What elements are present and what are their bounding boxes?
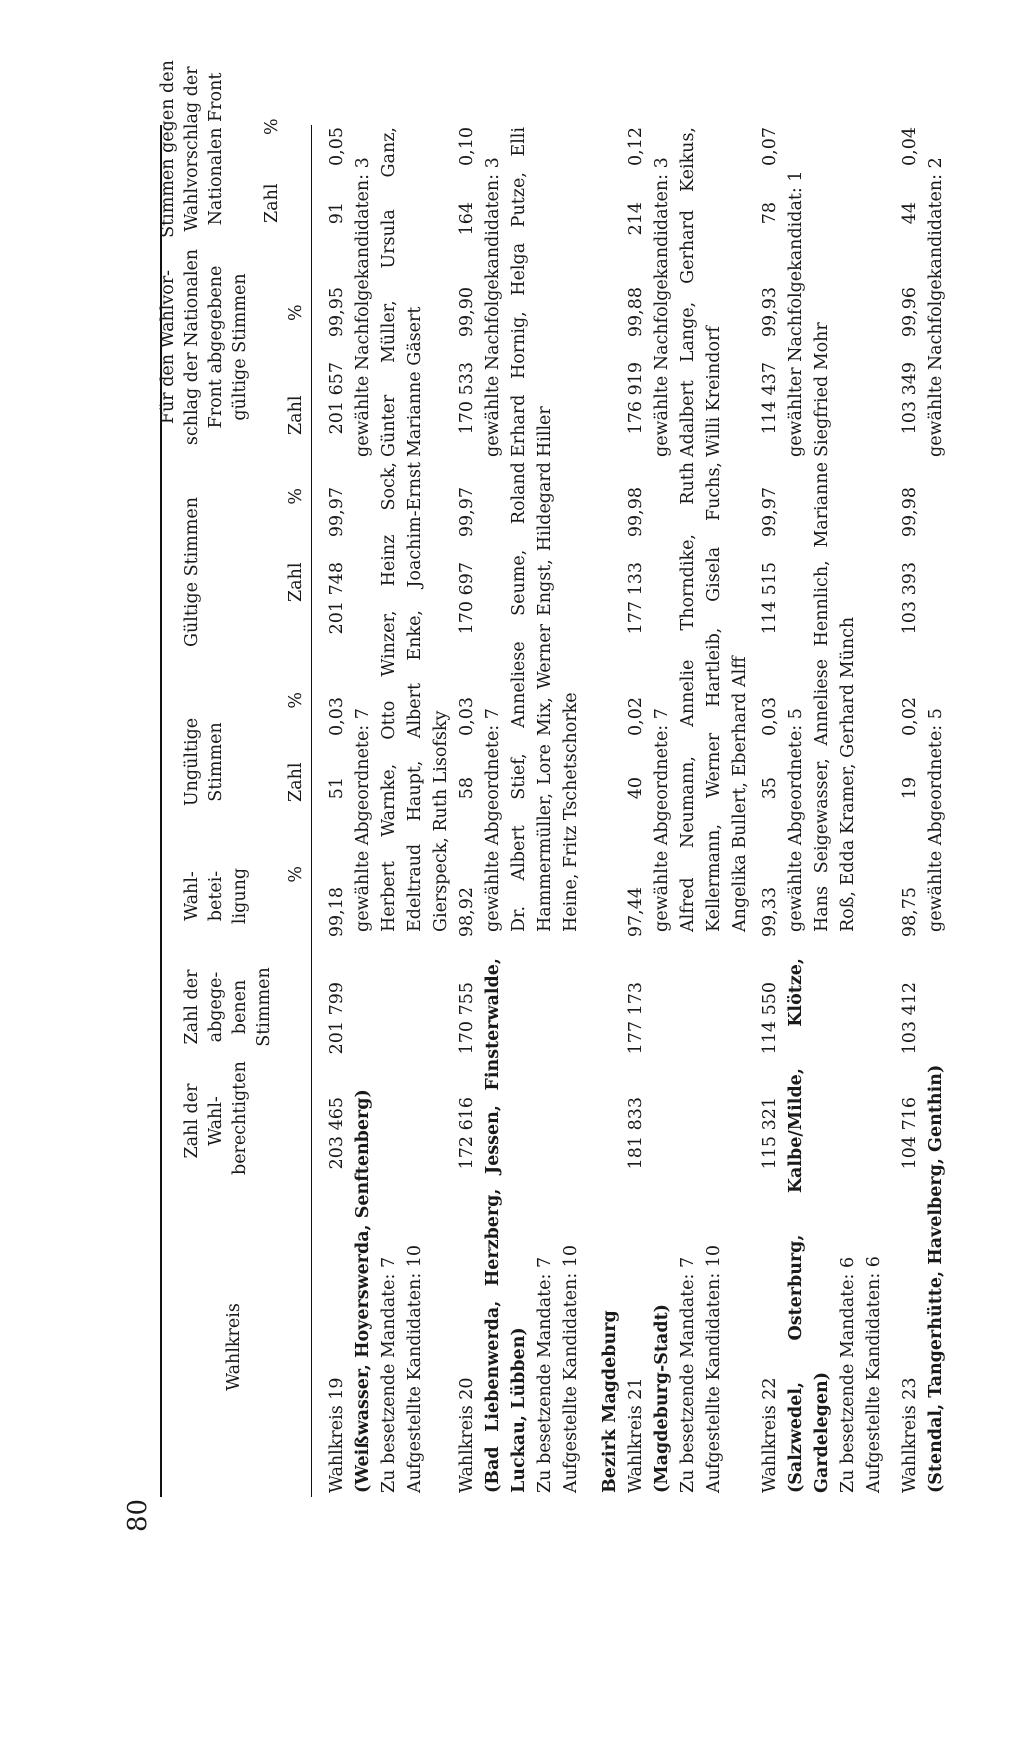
- ungueltige-pct: 0,03: [457, 697, 477, 736]
- gueltige-zahl: 170 697: [457, 562, 477, 635]
- mandate-label: Zu besetzende Mandate: 7: [379, 1256, 399, 1493]
- abgegebene-value: 177 173: [626, 982, 646, 1055]
- abgeordnete-label: gewählte Abgeordnete: 5: [926, 708, 946, 932]
- gegen-pct: 0,05: [327, 127, 347, 166]
- gegen-pct: 0,12: [626, 127, 646, 166]
- header-wahlberechtigte: Zahl der Wahl- berechtigten: [182, 1061, 250, 1175]
- gueltige-pct: 99,97: [327, 487, 347, 538]
- nachfolge-names: Erhard Hornig, Helga Putze, Elli Hiller: [509, 127, 555, 457]
- header-ungueltige-pct: %: [286, 692, 306, 709]
- header-wahlkreis-label: Wahlkreis: [224, 1303, 244, 1391]
- wahlberechtigte-value: 181 833: [626, 1097, 646, 1170]
- wahlkreis-areas: (Weißwasser, Hoyerswerda, Senftenberg): [353, 1089, 373, 1493]
- fuer-zahl: 176 919: [626, 362, 646, 435]
- page-number: 80: [123, 1498, 153, 1532]
- fuer-pct: 99,93: [760, 287, 780, 338]
- nachfolge-label: gewählte Nachfolgekandidaten: 3: [353, 157, 373, 457]
- abgeordnete-label: gewählte Abgeordnete: 7: [353, 708, 373, 932]
- wahlbeteiligung-value: 99,18: [327, 887, 347, 938]
- gueltige-zahl: 114 515: [760, 562, 780, 635]
- header-fuer: Für den Wahlvor- schlag der Nationalen Front abgegebene gültige Stimmen Zahl %: [158, 248, 306, 446]
- wahlkreis-areas: (Magdeburg-Stadt): [652, 1304, 672, 1493]
- abgegebene-value: 114 550: [760, 982, 780, 1055]
- gueltige-zahl: 177 133: [626, 562, 646, 635]
- wahlkreis-label: Wahlkreis 23: [900, 1377, 920, 1493]
- ungueltige-pct: 0,02: [900, 697, 920, 736]
- fuer-pct: 99,90: [457, 287, 477, 338]
- nachfolge-label: gewählte Nachfolgekandidaten: 3: [652, 157, 672, 457]
- abgeordnete-label: gewählte Abgeordnete: 5: [786, 708, 806, 932]
- header-ungueltige: Ungültige Stimmen Zahl %: [182, 692, 306, 807]
- abgeordnete-names: Dr. Albert Stief, Anneliese Seume, Roland Hammermüller, Lore Mix, Werner Engst, Hildegard Heine, Fritz Tschetschorke: [509, 462, 581, 932]
- mandate-label: Zu besetzende Mandate: 6: [838, 1256, 858, 1493]
- header-wahlbeteiligung: Wahl- betei- ligung %: [182, 866, 306, 925]
- kandidaten-label: Aufgestellte Kandidaten: 10: [704, 1244, 724, 1493]
- wahlkreis-areas: (Salzwedel, Osterburg, Kalbe/Milde, Klötze, Gardelegen): [786, 958, 832, 1493]
- abgeordnete-names: Herbert Warnke, Otto Winzer, Heinz Sock, Edeltraud Haupt, Albert Enke, Joachim-Ernst Gierspeck, Ruth Lisofsky: [379, 462, 451, 932]
- header-gueltige-pct: %: [286, 488, 306, 505]
- header-fuer-pct: %: [286, 304, 306, 321]
- ungueltige-zahl: 35: [760, 777, 780, 800]
- kandidaten-label: Aufgestellte Kandidaten: 10: [405, 1244, 425, 1493]
- header-ungueltige-zahl: Zahl: [286, 762, 306, 802]
- bezirk-heading: Bezirk Magdeburg: [600, 1310, 620, 1493]
- wahlkreis-label: Wahlkreis 21: [626, 1377, 646, 1493]
- wahlkreis-label: Wahlkreis 20: [457, 1377, 477, 1493]
- wahlkreis-label: Wahlkreis 19: [327, 1377, 347, 1493]
- mandate-label: Zu besetzende Mandate: 7: [535, 1256, 555, 1493]
- abgegebene-value: 170 755: [457, 982, 477, 1055]
- header-gegen-pct: %: [262, 118, 282, 135]
- fuer-zahl: 201 657: [327, 362, 347, 435]
- nachfolge-names: Siegfried Mohr: [812, 322, 832, 457]
- ungueltige-zahl: 58: [457, 777, 477, 800]
- fuer-zahl: 103 349: [900, 362, 920, 435]
- mandate-label: Zu besetzende Mandate: 7: [678, 1256, 698, 1493]
- gueltige-zahl: 201 748: [327, 562, 347, 635]
- gueltige-pct: 99,98: [900, 487, 920, 538]
- wahlbeteiligung-value: 97,44: [626, 887, 646, 938]
- ungueltige-pct: 0,02: [626, 697, 646, 736]
- abgeordnete-label: gewählte Abgeordnete: 7: [652, 708, 672, 932]
- wahlbeteiligung-value: 99,33: [760, 887, 780, 938]
- nachfolge-label: gewählte Nachfolgekandidaten: 3: [483, 157, 503, 457]
- nachfolge-names: Günter Müller, Ursula Ganz, Marianne Gäsert: [379, 127, 425, 457]
- gegen-zahl: 78: [760, 202, 780, 225]
- kandidaten-label: Aufgestellte Kandidaten: 6: [864, 1256, 884, 1493]
- header-gegen-zahl: Zahl: [262, 183, 282, 223]
- gegen-pct: 0,07: [760, 127, 780, 166]
- header-rule: [311, 125, 312, 1497]
- wahlbeteiligung-value: 98,92: [457, 887, 477, 938]
- header-gegen: Stimmen gegen den Wahlvorschlag der Nationalen Front Zahl %: [158, 60, 282, 238]
- gegen-zahl: 91: [327, 202, 347, 225]
- nachfolge-label: gewählte Nachfolgekandidaten: 2: [926, 157, 946, 457]
- header-wahlkreis: [222, 1197, 246, 1497]
- ungueltige-pct: 0,03: [327, 697, 347, 736]
- wahlkreis-areas: (Bad Liebenwerda, Herzberg, Jessen, Finsterwalde, Luckau, Lübben): [483, 958, 529, 1493]
- ungueltige-zahl: 51: [327, 777, 347, 800]
- gueltige-pct: 99,98: [626, 487, 646, 538]
- rotated-table: [152, 60, 962, 1497]
- header-fuer-zahl: Zahl: [286, 395, 306, 435]
- header-wahlbeteiligung-pct: %: [286, 866, 306, 883]
- ungueltige-zahl: 40: [626, 777, 646, 800]
- abgeordnete-names: Alfred Neumann, Annelie Thorndike, Ruth Kellermann, Werner Hartleib, Gisela Fuchs, Angelika Bullert, Eberhard Alff: [678, 462, 750, 932]
- gueltige-pct: 99,97: [760, 487, 780, 538]
- ungueltige-pct: 0,03: [760, 697, 780, 736]
- gegen-zahl: 164: [457, 202, 477, 236]
- wahlberechtigte-value: 115 321: [760, 1097, 780, 1170]
- fuer-pct: 99,88: [626, 287, 646, 338]
- wahlberechtigte-value: 104 716: [900, 1097, 920, 1170]
- fuer-pct: 99,95: [327, 287, 347, 338]
- abgegebene-value: 201 799: [327, 982, 347, 1055]
- nachfolge-names: Adalbert Lange, Gerhard Keikus, Willi Kreindorf: [678, 127, 724, 457]
- gueltige-pct: 99,97: [457, 487, 477, 538]
- nachfolge-label: gewählter Nachfolgekandidat: 1: [786, 170, 806, 457]
- abgegebene-value: 103 412: [900, 982, 920, 1055]
- abgeordnete-label: gewählte Abgeordnete: 7: [483, 708, 503, 932]
- fuer-zahl: 170 533: [457, 362, 477, 435]
- gegen-zahl: 214: [626, 202, 646, 236]
- ungueltige-zahl: 19: [900, 777, 920, 800]
- wahlbeteiligung-value: 98,75: [900, 887, 920, 938]
- wahlkreis-areas: (Stendal, Tangerhütte, Havelberg, Genthin): [926, 1064, 946, 1493]
- fuer-zahl: 114 437: [760, 362, 780, 435]
- gegen-zahl: 44: [900, 202, 920, 225]
- abgeordnete-names: Hans Seigewasser, Anneliese Hennlich, Marianne Roß, Edda Kramer, Gerhard Münch: [812, 462, 858, 932]
- kandidaten-label: Aufgestellte Kandidaten: 10: [561, 1244, 581, 1493]
- header-gueltige: Gültige Stimmen Zahl %: [182, 488, 306, 648]
- gegen-pct: 0,04: [900, 127, 920, 166]
- header-abgegebene: Zahl der abgege- benen Stimmen: [182, 967, 274, 1047]
- wahlberechtigte-value: 203 465: [327, 1097, 347, 1170]
- gueltige-zahl: 103 393: [900, 562, 920, 635]
- gegen-pct: 0,10: [457, 127, 477, 166]
- wahlkreis-label: Wahlkreis 22: [760, 1377, 780, 1493]
- fuer-pct: 99,96: [900, 287, 920, 338]
- header-gueltige-zahl: Zahl: [286, 562, 306, 602]
- wahlberechtigte-value: 172 616: [457, 1097, 477, 1170]
